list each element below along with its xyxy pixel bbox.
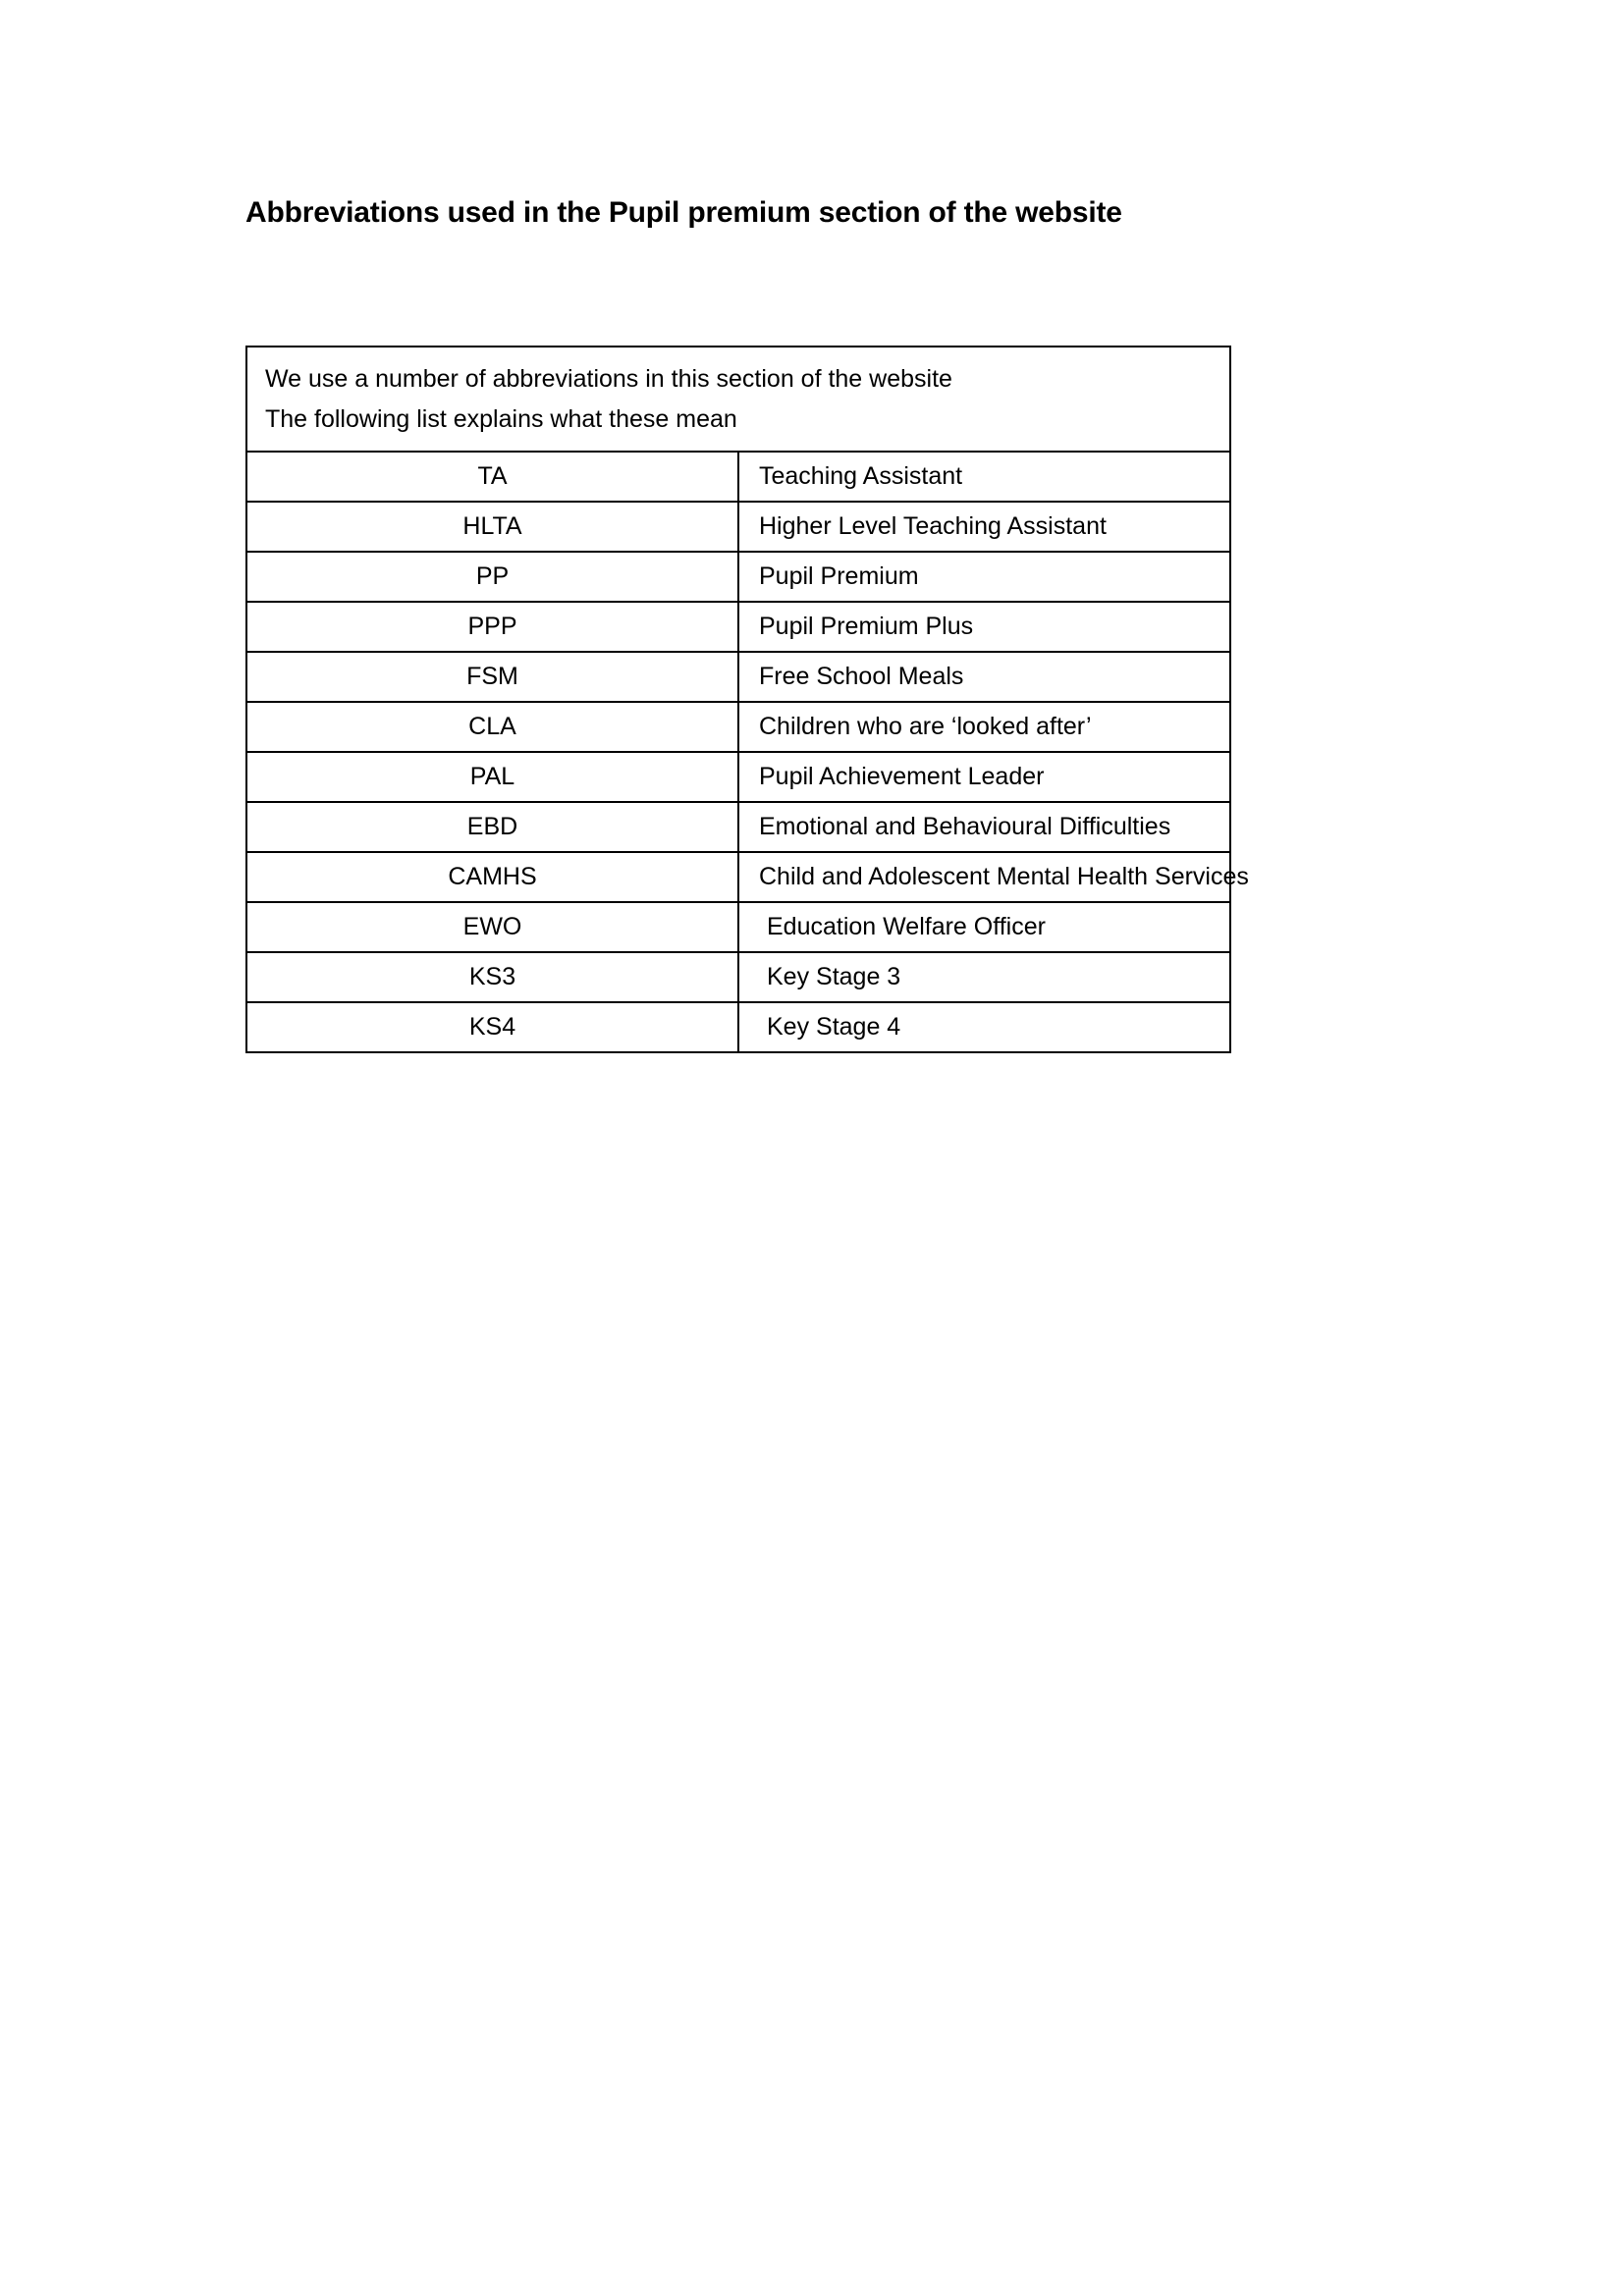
- definition-cell: Emotional and Behavioural Difficulties: [738, 802, 1230, 852]
- intro-line-2: The following list explains what these mean: [265, 404, 737, 433]
- table-row: [246, 852, 1230, 902]
- definition-cell: Free School Meals: [738, 652, 1230, 702]
- abbreviations-table: [245, 346, 1249, 1053]
- definition-cell: Education Welfare Officer: [738, 902, 1230, 952]
- abbreviation-cell: EWO: [246, 902, 738, 952]
- abbreviations-table-body: [246, 347, 1249, 1052]
- definition-cell: Teaching Assistant: [738, 452, 1230, 502]
- table-row: [246, 652, 1230, 702]
- abbreviation-cell: FSM: [246, 652, 738, 702]
- table-row: [246, 502, 1230, 552]
- table-row: [246, 1002, 1230, 1052]
- definition-cell: Child and Adolescent Mental Health Services: [738, 852, 1230, 902]
- table-row: [246, 902, 1230, 952]
- abbreviation-cell: HLTA: [246, 502, 738, 552]
- definition-cell: Pupil Premium Plus: [738, 602, 1230, 652]
- table-row: [246, 802, 1230, 852]
- definition-cell: Children who are ‘looked after’: [738, 702, 1230, 752]
- definition-cell: Pupil Achievement Leader: [738, 752, 1230, 802]
- definition-cell: Key Stage 3: [738, 952, 1230, 1002]
- table-row: [246, 752, 1230, 802]
- definition-cell: Pupil Premium: [738, 552, 1230, 602]
- table-row: [246, 952, 1230, 1002]
- page-title: Abbreviations used in the Pupil premium section of the website: [245, 196, 1122, 229]
- table-row: [246, 602, 1230, 652]
- table-row: [246, 552, 1230, 602]
- abbreviation-cell: KS4: [246, 1002, 738, 1052]
- abbreviation-cell: KS3: [246, 952, 738, 1002]
- table-row: [246, 702, 1230, 752]
- intro-cell: [246, 347, 1230, 452]
- table-intro-row: [246, 347, 1230, 452]
- abbreviation-cell: PPP: [246, 602, 738, 652]
- table-row: [246, 452, 1230, 502]
- definition-cell: Higher Level Teaching Assistant: [738, 502, 1230, 552]
- abbreviation-cell: CLA: [246, 702, 738, 752]
- abbreviation-cell: PP: [246, 552, 738, 602]
- definition-cell: Key Stage 4: [738, 1002, 1230, 1052]
- abbreviation-cell: PAL: [246, 752, 738, 802]
- intro-line-1: We use a number of abbreviations in this section of the website: [265, 365, 952, 393]
- abbreviation-cell: CAMHS: [246, 852, 738, 902]
- abbreviation-cell: EBD: [246, 802, 738, 852]
- abbreviation-cell: TA: [246, 452, 738, 502]
